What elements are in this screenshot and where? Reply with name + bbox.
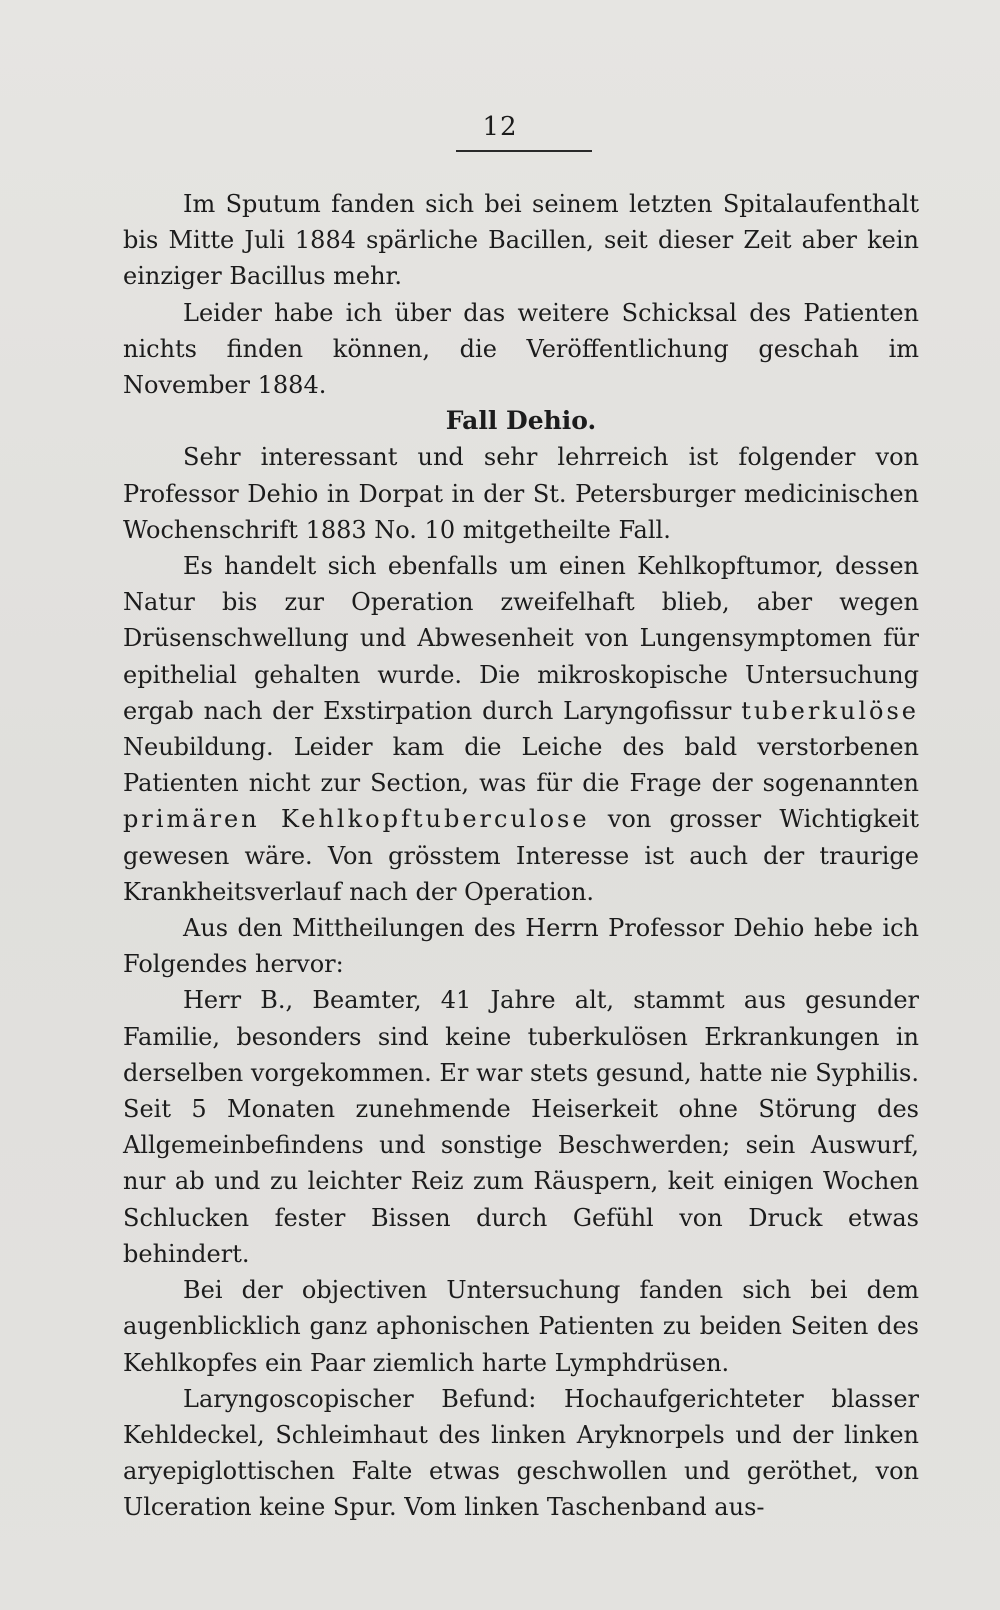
header-rule — [456, 150, 592, 152]
paragraph-kehlkopftumor — [123, 548, 919, 910]
section-heading: Fall Dehio. — [445, 406, 597, 436]
page-body — [123, 186, 919, 1526]
paragraph-untersuchung: Bei der objectiven Untersuchung fanden sich bei dem augenblicklich ganz aphonischen Patienten zu beiden Seiten des Kehlkopfes ein Paar ziemlich harte Lymphdrüsen. — [123, 1276, 919, 1377]
page-number: 12 — [482, 112, 518, 142]
paragraph-text: von grosser Wichtigkeit gewesen wäre. Von grösstem Interesse ist auch der traurige Krankheitsverlauf nach der Operation. — [123, 805, 919, 906]
paragraph-schicksal: Leider habe ich über das weitere Schicksal des Patienten nichts finden können, die Veröffentlichung geschah im November 1884. — [123, 298, 919, 400]
paragraph-befund: Laryngoscopischer Befund: Hochaufgerichteter blasser Kehldeckel, Schleimhaut des linken Aryknorpels und der linken aryepiglottischen Falte etwas geschwollen und geröthet, von Ulceration keine Spur. Vom linken Taschenband aus- — [123, 1384, 919, 1522]
paragraph-mittheilungen: Aus den Mittheilungen des Herrn Professor Dehio hebe ich Folgendes hervor: — [123, 914, 919, 979]
paragraph-sputum: Im Sputum fanden sich bei seinem letzten Spitalaufenthalt bis Mitte Juli 1884 spärliche Bacillen, seit dieser Zeit aber kein einziger Bacillus mehr. — [123, 190, 919, 291]
paragraph-text: Neubildung. Leider kam die Leiche des bald verstorbenen Patienten nicht zur Section, was für die Frage der sogenannten — [123, 733, 919, 798]
paragraph-patient-history: Herr B., Beamter, 41 Jahre alt, stammt aus gesunder Familie, besonders sind keine tuberkulösen Erkrankungen in derselben vorgekommen. Er war stets gesund, hatte nie Syphilis. Seit 5 Monaten zunehmende Heiserkeit ohne Störung des Allgemeinbefindens und sonstige Beschwerden; sein Auswurf, nur ab und zu leichter Reiz zum Räuspern, keit einigen Wochen Schlucken fester Bissen durch Gefühl von Druck etwas behindert. — [123, 986, 919, 1268]
emphasized-text: primären Kehlkopftuberculose — [123, 805, 590, 834]
paragraph-text: Es handelt sich ebenfalls um einen Kehlkopftumor, dessen Natur bis zur Operation zweifelhaft blieb, aber wegen Drüsenschwellung und Abwesenheit von Lungensymptomen für epithelial gehalten wurde. Die mikroskopische Untersuchung ergab nach der Exstirpation durch Laryngofissur — [123, 552, 919, 725]
emphasized-text: tuberkulöse — [741, 696, 919, 725]
paragraph-dehio-intro: Sehr interessant und sehr lehrreich ist folgender von Professor Dehio in Dorpat in der St. Petersburger medicinischen Wochenschrift 1883 No. 10 mitgetheilte Fall. — [123, 443, 919, 544]
